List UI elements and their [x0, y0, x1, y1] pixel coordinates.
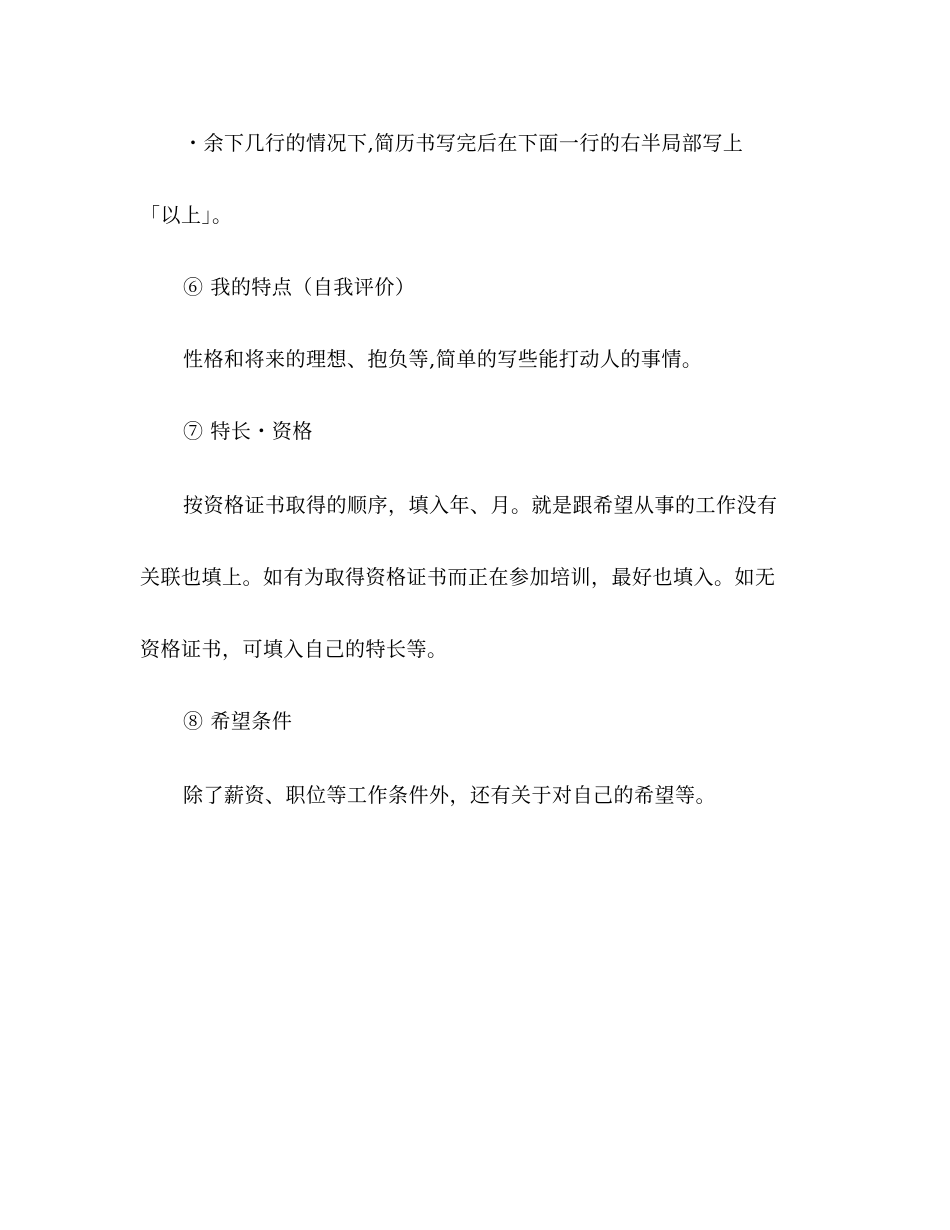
self-evaluation-paragraph: 性格和将来的理想、抱负等,简单的写些能打动人的事情。	[183, 347, 703, 371]
desired-conditions-paragraph: 除了薪资、职位等工作条件外，还有关于对自己的希望等。	[183, 783, 716, 807]
bullet-note-continuation: 「以上」。	[140, 203, 233, 227]
section-heading-self-evaluation: ⑥ 我的特点（自我评价）	[183, 275, 416, 299]
qualifications-paragraph-line-2: 关联也填上。如有为取得资格证书而正在参加培训，最好也填入。如无	[140, 565, 776, 589]
section-heading-skills-qualifications: ⑦ 特长・资格	[183, 419, 313, 443]
bullet-note-line: ・余下几行的情况下,简历书写完后在下面一行的右半局部写上	[183, 131, 744, 155]
qualifications-paragraph-line-1: 按资格证书取得的顺序，填入年、月。就是跟希望从事的工作没有	[183, 493, 778, 517]
qualifications-paragraph-line-3: 资格证书，可填入自己的特长等。	[140, 637, 448, 661]
section-heading-desired-conditions: ⑧ 希望条件	[183, 709, 293, 733]
